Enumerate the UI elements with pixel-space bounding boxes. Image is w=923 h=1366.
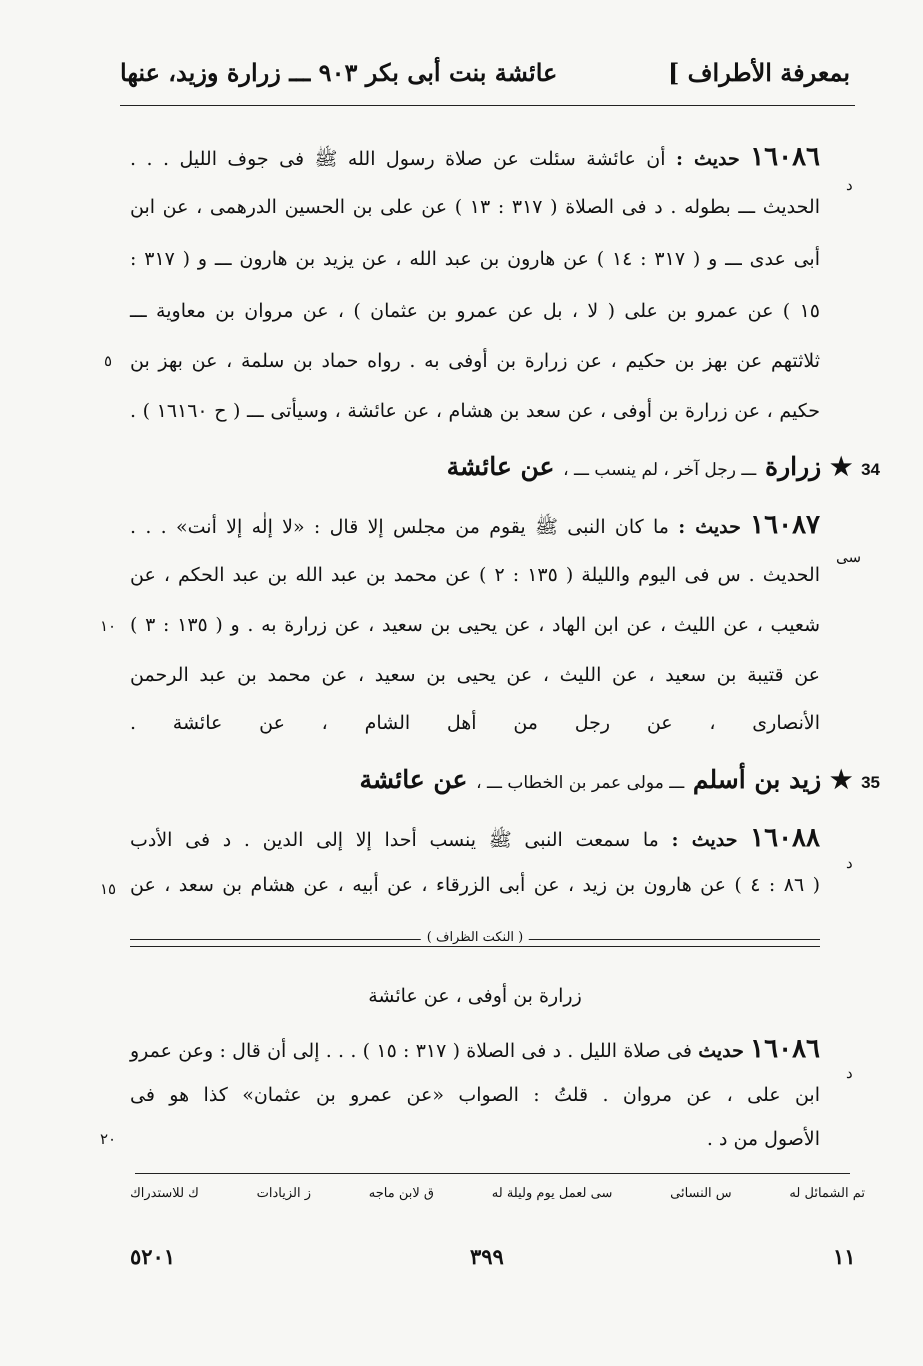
line-number-20: ٢٠ [100, 1130, 117, 1148]
line-number-10: ١٠ [100, 617, 117, 635]
page-header [120, 58, 850, 98]
legend-item: س النسائى [670, 1186, 732, 1201]
nukat-divider [130, 930, 820, 950]
legend-item: ق لابن ماجه [368, 1186, 434, 1201]
footer-page-number: ٣٩٩ [470, 1244, 504, 1269]
header-book-title: بمعرفة الأطراف ] [667, 58, 850, 87]
hadith-16086-line-4: ١٥ ) عن عمرو بن على ( لا ، بل عن عمرو بن عثمان ) ، عن مروان بن معاوية ـــ [130, 300, 820, 322]
legend-item: تم الشمائل له [789, 1186, 865, 1201]
nukat-margin-mark: د [846, 1064, 853, 1082]
line-number-15: ١٥ [100, 880, 117, 898]
hadith-16086-line-5: ثلاثتهم عن بهز بن حكيم ، عن زرارة بن أوفى به . رواه حماد بن سلمة ، عن بهز بن [130, 350, 820, 372]
hadith-16087-margin-mark: سى [836, 548, 862, 566]
nukat-line-1: ١٦٠٨٦ حديث فى صلاة الليل . د فى الصلاة ( ٣١٧ : ١٥ ) . . . إلى أن قال : وعن عمرو [130, 1034, 820, 1064]
sigla-legend [130, 1186, 865, 1201]
hadith-16087-line-5: الأنصارى ، عن رجل من أهل الشام ، عن عائشة . [130, 712, 820, 734]
nukat-line-2: ابن على ، عن مروان . قلتُ : الصواب «عن عمرو بن عثمان» كذا هو فى [130, 1084, 820, 1106]
hadith-16088-margin-mark: د [846, 854, 853, 872]
hadith-16088-line-2: ( ٨٦ : ٤ ) عن هارون بن زيد ، عن أبى الزرقاء ، عن أبيه ، عن هشام بن سعد ، عن [130, 874, 821, 896]
hadith-16087-line-1: ١٦٠٨٧ حديث : ما كان النبى ﷺ يقوم من مجلس إلا قال : «لا إلٰه إلا أنت» . . . [130, 510, 820, 540]
footnote-rule [135, 1173, 850, 1174]
hadith-16086-line-6: حكيم ، عن زرارة بن أوفى ، عن سعد بن هشام ، عن عائشة ، وسيأتى ـــ ( ح ١٦١٦٠ ) . [130, 400, 821, 422]
hadith-16087-line-2: الحديث . س فى اليوم والليلة ( ١٣٥ : ٢ ) عن محمد بن عبد الله بن عبد الحكم ، عن [130, 564, 820, 586]
hadith-16086-line-3: أبى عدى ـــ و ( ٣١٧ : ١٤ ) عن هارون بن عبد الله ، عن يزيد بن هارون ـــ و ( ٣١٧ : [130, 248, 821, 270]
hadith-16088-line-1: ١٦٠٨٨ حديث : ما سمعت النبى ﷺ ينسب أحدا إلا إلى الدين . د فى الأدب [130, 823, 820, 853]
section-34-heading: 34 ★ زرارة ـــ رجل آخر ، لم ينسب ـــ ، عن عائشة [446, 452, 880, 481]
line-number-5: ٥ [104, 352, 113, 370]
section-35-heading: 35 ★ زيد بن أسلم ـــ مولى عمر بن الخطاب ـــ ، عن عائشة [359, 765, 880, 794]
legend-item: ز الزيادات [256, 1186, 312, 1201]
hadith-16087-line-3: شعيب ، عن الليث ، عن ابن الهاد ، عن يحيى بن سعيد ، عن زرارة به . و ( ١٣٥ : ٣ ) [130, 614, 821, 636]
legend-item: سى لعمل يوم وليلة له [491, 1186, 613, 1201]
legend-item: ك للاستدراك [130, 1186, 199, 1201]
footer-volume-number: ١١ [833, 1244, 856, 1269]
header-section-title: عائشة بنت أبى بكر ٩٠٣ ـــ زرارة وزيد، عنها [120, 58, 558, 87]
footer-sequence-number: ٥٢٠١ [130, 1244, 176, 1269]
nukat-line-3: الأصول من د . [706, 1128, 820, 1150]
hadith-16087-line-4: عن قتيبة بن سعيد ، عن الليث ، عن يحيى بن سعيد ، عن محمد بن عبد الرحمن [130, 664, 820, 686]
nukat-subheading: زرارة بن أوفى ، عن عائشة [368, 985, 582, 1007]
hadith-16086-line-2: الحديث ـــ بطوله . د فى الصلاة ( ٣١٧ : ١٣ ) عن على بن الحسين الدرهمى ، عن ابن [130, 196, 820, 218]
hadith-16086-margin-mark: د [846, 176, 853, 194]
hadith-16086-line-1: ١٦٠٨٦ حديث : أن عائشة سئلت عن صلاة رسول الله ﷺ فى جوف الليل . . . [130, 142, 821, 172]
nukat-label: ( النكت الظراف ) [421, 930, 529, 945]
header-rule [120, 105, 855, 106]
